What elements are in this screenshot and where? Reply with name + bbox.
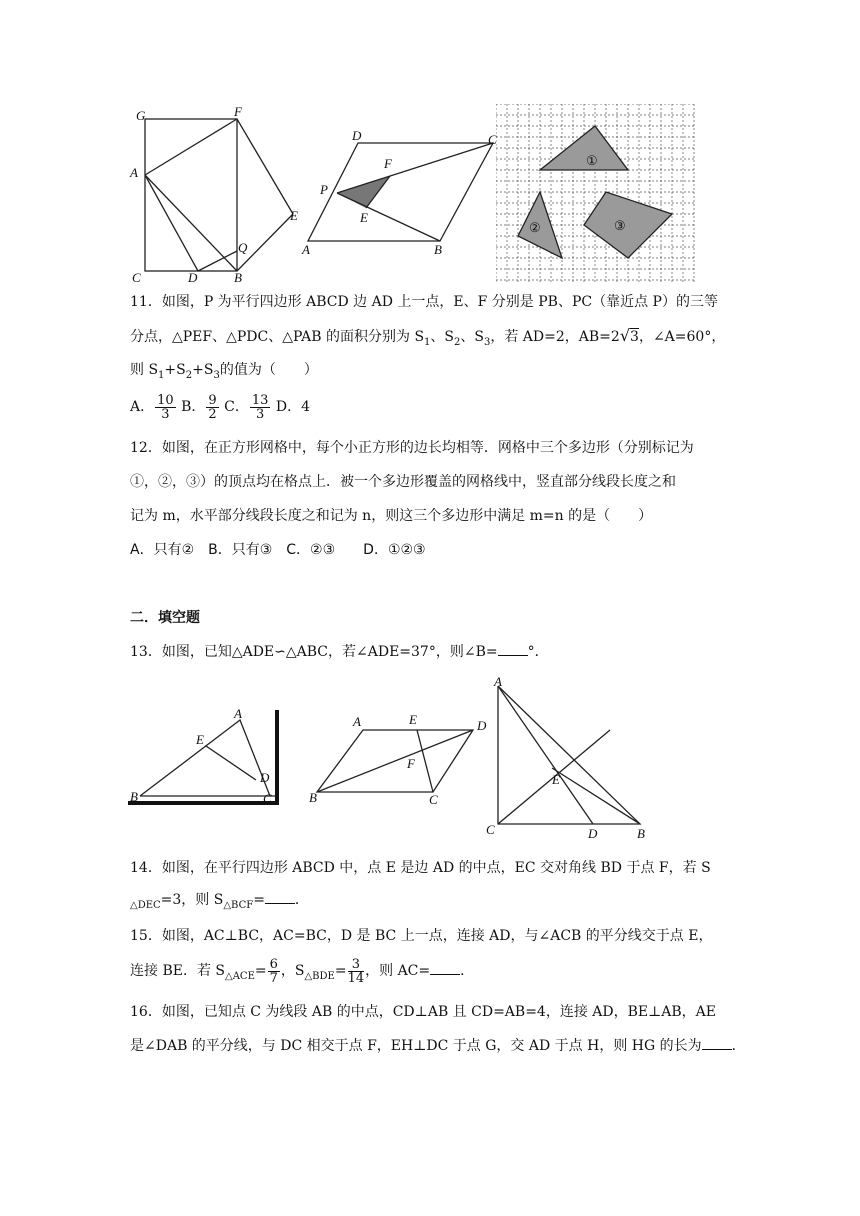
label-P: P [320, 182, 328, 197]
q12-line-3: 记为 m，水平部分线段长度之和记为 n，则这三个多边形中满足 m=n 的是（ ） [130, 508, 653, 524]
q13-text: 13．如图，已知△ADE∽△ABC，若∠ADE=37°，则∠B= °． [130, 644, 549, 660]
label-E: E [196, 732, 204, 747]
label-C: C [263, 791, 272, 806]
q15-line-1: 15．如图，AC⊥BC，AC=BC，D 是 BC 上一点，连接 AD，与∠ACB 的平分线交于点 E， [130, 928, 713, 944]
label-D: D [188, 270, 198, 284]
label-Q: Q [238, 240, 248, 255]
figure-parallelogram-bd [305, 708, 495, 808]
figure-grid-polygons [496, 104, 696, 284]
q12-options: A．只有② B．只有③ C．②③ D．①②③ [130, 542, 426, 558]
q12-line-1: 12．如图，在正方形网格中，每个小正方形的边长均相等．网格中三个多边形（分别标记为 [130, 440, 694, 456]
q11-line-2: 分点，△PEF、△PDC、△PAB 的面积分别为 $S_1$、$S_2$、$S_3$，若 AD=2，AB=2√3，∠A=60°， [130, 326, 726, 348]
q16-line-2: 是∠DAB 的平分线，与 DC 相交于点 F，EH⊥DC 于点 G，交 AD 于点 H，则 HG 的长为 ． [130, 1038, 746, 1054]
label-A: A [494, 676, 502, 689]
label-B: B [637, 826, 645, 841]
q14-line-2: $_{\triangle DEC}$=3，则 $S_{\triangle BCF}=$ ． [130, 892, 309, 911]
label-B: B [234, 270, 242, 284]
q11-line-1: 11．如图，P 为平行四边形 ABCD 边 AD 上一点，E、F 分别是 PB、PC（靠近点 P）的三等 [130, 294, 718, 310]
q11-options: A． $\frac{10}{3}$ B． $\frac{9}{2}$ C． $\frac{13}{3}$ D．4 [130, 392, 311, 422]
label-C: C [486, 822, 495, 837]
label-D: D [260, 770, 270, 785]
label-A: A [130, 165, 138, 180]
q12-line-2: ①，②，③）的顶点均在格点上．被一个多边形覆盖的网格线中，竖直部分线段长度之和 [130, 474, 676, 490]
label-E: E [360, 210, 368, 225]
q16-line-1: 16．如图，已知点 C 为线段 AB 的中点，CD⊥AB 且 CD=AB=4，连接 AD，BE⊥AB，AE [130, 1004, 717, 1020]
label-A: A [302, 242, 310, 257]
label-B: B [130, 789, 138, 804]
label-polygon-2: ② [529, 220, 541, 235]
figure-parallelogram-pef [300, 128, 505, 258]
label-C: C [429, 792, 438, 807]
q15-line-2: 连接 BE．若 $S_{\triangle ACE}=$ $\frac{6}{7}$ ，$S_{\triangle BDE}=$ $\frac{3}{14}$ ，则 AC= ． [130, 956, 475, 986]
q14-line-1: 14．如图，在平行四边形 ABCD 中，点 E 是边 AD 的中点，EC 交对角线 BD 于点 F，若 S [130, 860, 711, 876]
label-polygon-1: ① [586, 153, 598, 168]
label-A: A [353, 714, 361, 729]
label-C: C [488, 132, 497, 147]
figure-right-triangle-bisector [482, 676, 657, 841]
figure-rectangle-square [128, 104, 303, 284]
label-C: C [132, 270, 141, 284]
label-G: G [136, 108, 146, 123]
label-E: E [409, 712, 417, 727]
label-F: F [407, 756, 415, 771]
figure-similar-triangles [128, 702, 283, 808]
label-B: B [309, 790, 317, 805]
label-D: D [352, 128, 362, 143]
label-E: E [552, 772, 560, 787]
label-polygon-3: ③ [614, 218, 626, 233]
label-D: D [477, 718, 487, 733]
label-F: F [384, 156, 392, 171]
label-B: B [434, 242, 442, 257]
label-D: D [588, 826, 598, 841]
q11-line-3: 则 $S_1+S_2+S_3$的值为（ ） [130, 362, 318, 381]
label-E: E [290, 208, 298, 223]
section-title: 二．填空题 [130, 610, 200, 626]
label-F: F [234, 104, 242, 119]
label-A: A [234, 706, 242, 721]
